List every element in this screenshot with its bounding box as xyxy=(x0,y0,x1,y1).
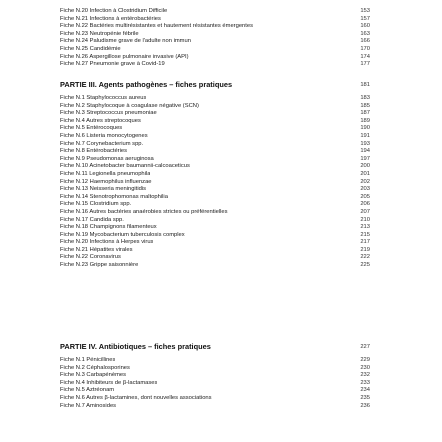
toc-part-heading[interactable] xyxy=(60,80,370,90)
toc-entry-title: Fiche N.4 Inhibiteurs de β-lactamases xyxy=(60,379,158,386)
toc-entry-title: Fiche N.7 Corynebacterium spp. xyxy=(60,140,144,147)
toc-entry-title: Fiche N.14 Stenotrophomonas maltophilia xyxy=(60,193,168,200)
toc-entry-page: 206 xyxy=(360,201,370,208)
toc-entry-page: 210 xyxy=(360,216,370,223)
toc-section-antibiotics xyxy=(60,342,370,410)
toc-entry-title: Fiche N.17 Candida spp. xyxy=(60,216,124,223)
toc-entry-page: 187 xyxy=(360,110,370,117)
toc-entry-title: Fiche N.15 Clostridium spp. xyxy=(60,201,132,208)
toc-entry-title: Fiche N.11 Legionella pneumophila xyxy=(60,170,151,177)
toc-entry-title: Fiche N.8 Entérobactéries xyxy=(60,148,128,155)
toc-entry[interactable] xyxy=(60,103,370,111)
toc-entry[interactable] xyxy=(60,239,370,247)
toc-entry[interactable] xyxy=(60,262,370,270)
toc-entry-title: Fiche N.5 Aztréonam xyxy=(60,387,115,394)
toc-part-heading[interactable] xyxy=(60,342,370,352)
toc-entry-title: Fiche N.4 Autres streptocoques xyxy=(60,117,141,124)
toc-entry-page: 235 xyxy=(360,394,370,401)
toc-entry[interactable] xyxy=(60,23,370,31)
toc-entry[interactable] xyxy=(60,163,370,171)
toc-entry[interactable] xyxy=(60,224,370,232)
toc-entry-title: Fiche N.19 Mycobacterium tuberculosis complex xyxy=(60,231,185,238)
toc-entry-page: 230 xyxy=(360,364,370,371)
toc-entry-page: 213 xyxy=(360,224,370,231)
toc-entry[interactable] xyxy=(60,31,370,39)
toc-entry-page: 215 xyxy=(360,231,370,238)
toc-entry-title: Fiche N.2 Céphalosporines xyxy=(60,364,130,371)
toc-entry[interactable] xyxy=(60,186,370,194)
toc-entry-page: 197 xyxy=(360,155,370,162)
toc-entry[interactable] xyxy=(60,365,370,373)
toc-entry-title: Fiche N.23 Neutropénie fébrile xyxy=(60,30,139,37)
toc-entry-page: 200 xyxy=(360,163,370,170)
toc-entry[interactable] xyxy=(60,403,370,411)
toc-entry-title: Fiche N.25 Candidémie xyxy=(60,45,121,52)
toc-entry-title: Fiche N.24 Paludisme grave de l'adulte non immun xyxy=(60,38,191,45)
toc-part-page: 227 xyxy=(360,344,370,350)
toc-entry-title: Fiche N.6 Listeria monocytogenes xyxy=(60,132,148,139)
toc-entry[interactable] xyxy=(60,148,370,156)
toc-entry[interactable] xyxy=(60,38,370,46)
toc-entry-title: Fiche N.20 Infection à Clostridium Difficile xyxy=(60,8,168,14)
toc-entry[interactable] xyxy=(60,110,370,118)
toc-entry-title: Fiche N.1 Pénicillines xyxy=(60,357,116,363)
toc-entry-page: 193 xyxy=(360,140,370,147)
toc-entry-page: 183 xyxy=(360,95,370,101)
toc-entry-title: Fiche N.3 Carbapénèmes xyxy=(60,372,127,379)
toc-entry[interactable] xyxy=(60,179,370,187)
toc-entry-page: 234 xyxy=(360,387,370,394)
toc-entry-page: 177 xyxy=(360,61,370,68)
toc-entry[interactable] xyxy=(60,254,370,262)
toc-entry-page: 229 xyxy=(360,357,370,363)
toc-entry[interactable] xyxy=(60,118,370,126)
toc-entry-title: Fiche N.27 Pneumonie grave à Covid-19 xyxy=(60,61,165,68)
toc-entry-title: Fiche N.13 Neisseria meningitidis xyxy=(60,186,147,193)
toc-entry[interactable] xyxy=(60,372,370,380)
toc-entry[interactable] xyxy=(60,209,370,217)
toc-entry-title: Fiche N.22 Coronavirus xyxy=(60,254,121,261)
toc-entry-page: 166 xyxy=(360,38,370,45)
toc-entry-title: Fiche N.23 Grippe saisonnière xyxy=(60,262,139,269)
toc-entry[interactable] xyxy=(60,95,370,103)
toc-entry[interactable] xyxy=(60,125,370,133)
toc-entry[interactable] xyxy=(60,395,370,403)
toc-entry[interactable] xyxy=(60,380,370,388)
toc-entry-title: Fiche N.16 Autres bactéries anaérobies strictes ou préférentielles xyxy=(60,208,228,215)
toc-entry-list xyxy=(60,95,370,270)
toc-entry[interactable] xyxy=(60,217,370,225)
toc-entry[interactable] xyxy=(60,8,370,16)
toc-entry[interactable] xyxy=(60,357,370,365)
toc-entry[interactable] xyxy=(60,16,370,24)
toc-entry-page: 190 xyxy=(360,125,370,132)
toc-entry-title: Fiche N.18 Champignons filamenteux xyxy=(60,224,157,231)
toc-entry[interactable] xyxy=(60,201,370,209)
toc-entry-page: 185 xyxy=(360,102,370,109)
toc-entry-title: Fiche N.21 Infections à entérobactéries xyxy=(60,15,161,22)
toc-section-infections xyxy=(60,8,370,69)
toc-entry[interactable] xyxy=(60,46,370,54)
toc-entry-page: 157 xyxy=(360,15,370,22)
toc-entry-page: 170 xyxy=(360,45,370,52)
toc-entry-title: Fiche N.7 Aminosides xyxy=(60,402,117,409)
toc-entry-title: Fiche N.22 Bactéries multirésistantes et hautement résistantes émergentes xyxy=(60,23,253,30)
toc-entry-title: Fiche N.3 Streptococcus pneumoniae xyxy=(60,110,157,117)
toc-entry-page: 153 xyxy=(360,8,370,14)
toc-entry-page: 225 xyxy=(360,262,370,269)
toc-entry-page: 219 xyxy=(360,246,370,253)
toc-entry-title: Fiche N.20 Infections à Herpes virus xyxy=(60,239,154,246)
toc-entry-page: 189 xyxy=(360,117,370,124)
toc-entry-page: 174 xyxy=(360,53,370,60)
toc-entry-page: 222 xyxy=(360,254,370,261)
toc-entry-title: Fiche N.6 Autres β-lactamines, dont nouvelles associations xyxy=(60,394,212,401)
toc-part-title: PARTIE IV. Antibiotiques – fiches pratiques xyxy=(60,342,211,351)
toc-entry-page: 236 xyxy=(360,402,370,409)
toc-entry-page: 205 xyxy=(360,193,370,200)
toc-entry-page: 232 xyxy=(360,372,370,379)
toc-entry-page: 202 xyxy=(360,178,370,185)
toc-entry-page: 194 xyxy=(360,148,370,155)
toc-entry[interactable] xyxy=(60,61,370,69)
toc-entry-title: Fiche N.12 Haemophilus influenzae xyxy=(60,178,152,185)
toc-entry[interactable] xyxy=(60,54,370,62)
toc-entry-title: Fiche N.2 Staphylocoque à coagulase négative (SCN) xyxy=(60,102,199,109)
toc-part-title: PARTIE III. Agents pathogènes – fiches pratiques xyxy=(60,80,233,89)
toc-entry[interactable] xyxy=(60,171,370,179)
toc-entry[interactable] xyxy=(60,232,370,240)
toc-entry-page: 160 xyxy=(360,23,370,30)
toc-entry-list xyxy=(60,357,370,410)
toc-entry[interactable] xyxy=(60,141,370,149)
toc-entry[interactable] xyxy=(60,156,370,164)
toc-entry-page: 201 xyxy=(360,170,370,177)
toc-entry-page: 163 xyxy=(360,30,370,37)
toc-entry-page: 207 xyxy=(360,208,370,215)
toc-entry[interactable] xyxy=(60,247,370,255)
toc-entry[interactable] xyxy=(60,194,370,202)
toc-entry-title: Fiche N.26 Aspergillose pulmonaire invasive (API) xyxy=(60,53,189,60)
toc-entry[interactable] xyxy=(60,133,370,141)
toc-entry-title: Fiche N.5 Entérocoques xyxy=(60,125,123,132)
toc-part-page: 181 xyxy=(360,82,370,88)
toc-entry-title: Fiche N.21 Hépatites virales xyxy=(60,246,133,253)
toc-entry-page: 203 xyxy=(360,186,370,193)
toc-entry-title: Fiche N.9 Pseudomonas aeruginosa xyxy=(60,155,154,162)
toc-entry-page: 217 xyxy=(360,239,370,246)
toc-entry-title: Fiche N.1 Staphylococcus aureus xyxy=(60,95,147,101)
toc-entry-page: 191 xyxy=(360,132,370,139)
toc-entry[interactable] xyxy=(60,387,370,395)
toc-section-agents xyxy=(60,80,370,270)
toc-entry-page: 233 xyxy=(360,379,370,386)
toc-entry-title: Fiche N.10 Acinetobacter baumannii-calcoaceticus xyxy=(60,163,190,170)
